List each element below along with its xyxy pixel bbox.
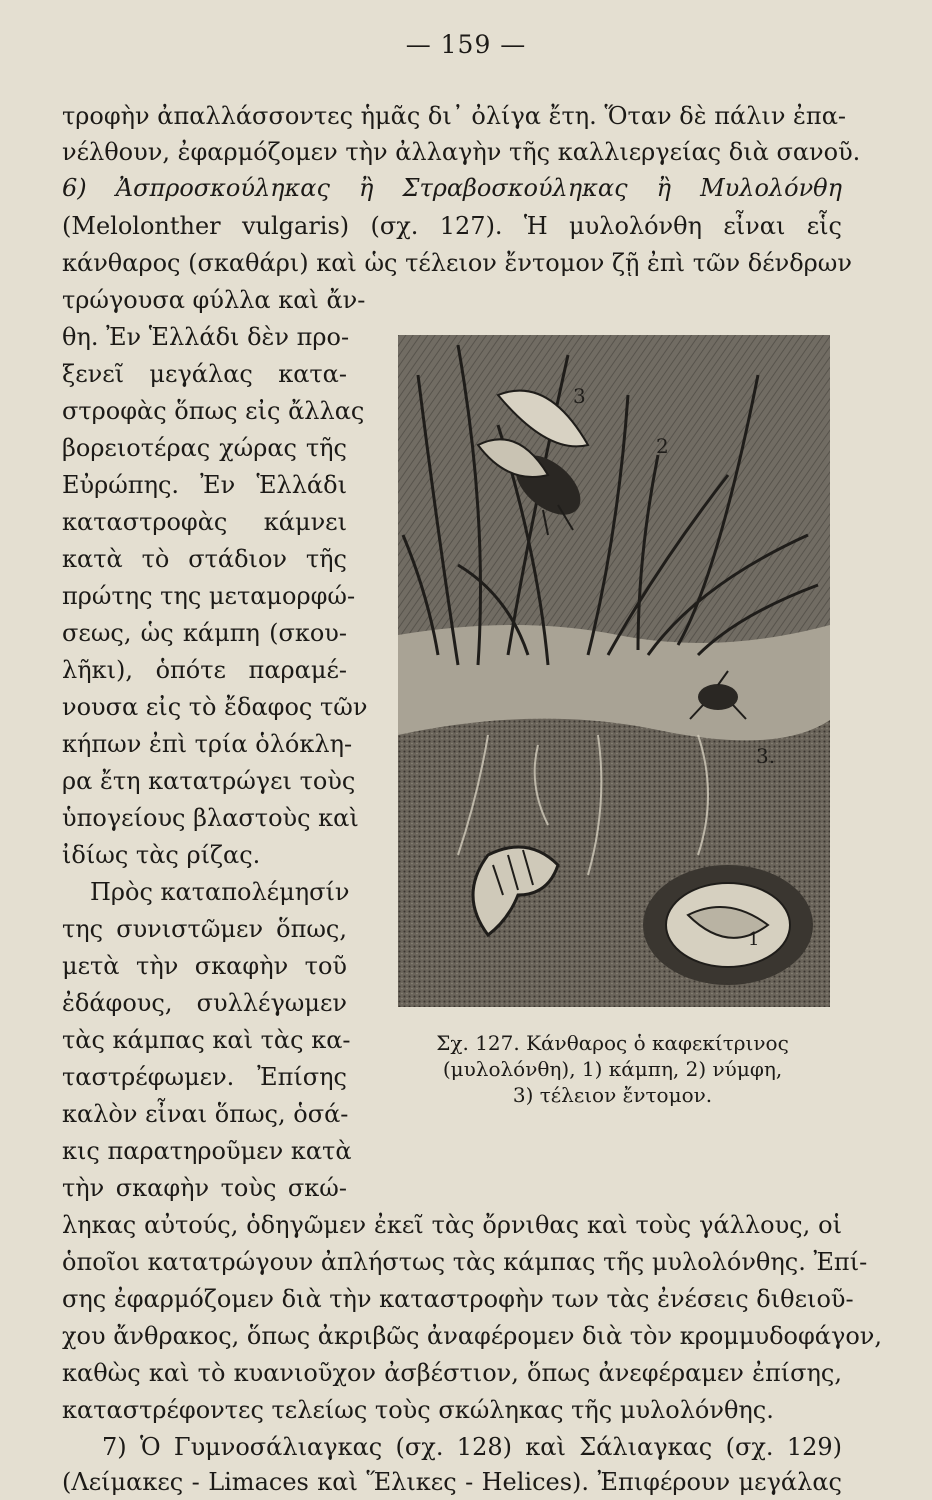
caption-line: Σχ. 127. Κάνθαρος ὁ καφεκίτρινος bbox=[436, 1031, 789, 1055]
text-line: καθὼς καὶ τὸ κυανιοῦχον ἀσβέστιον, ὅπως ἀνεφέραμεν ἐπίσης, bbox=[62, 1359, 842, 1387]
section-heading-7: 7) Ὁ Γυμνοσάλιαγκας (σχ. 128) καὶ Σάλιαγκας (σχ. 129) bbox=[102, 1433, 842, 1461]
text-line: καταστρέφοντες τελείως τοὺς σκώληκας τῆς μυλολόνθης. bbox=[62, 1396, 774, 1424]
caption-line: 3) τέλειον ἔντομον. bbox=[512, 1083, 713, 1107]
figure-label: 1 bbox=[748, 929, 760, 950]
text-line: ἰδίως τὰς ρίζας. bbox=[62, 841, 261, 869]
text-line: ὁποῖοι κατατρώγουν ἀπλήστως τὰς κάμπας τῆς μυλολόνθης. Ἐπί- bbox=[62, 1248, 868, 1276]
text-line: τροφὴν ἀπαλλάσσοντες ἡμᾶς δι᾽ ὀλίγα ἔτη. Ὅταν δὲ πάλιν ἐπα- bbox=[62, 102, 847, 130]
text-line: νουσα εἰς τὸ ἔδαφος τῶν bbox=[62, 693, 368, 721]
figure-127-illustration bbox=[398, 335, 830, 1007]
text-line: ταστρέφωμεν. Ἐπίσης bbox=[62, 1063, 347, 1091]
text-line: πρώτης της μεταμορφώ- bbox=[62, 582, 356, 610]
section-heading-6: 6) Ἀσπροσκούληκας ἢ Στραβοσκούληκας ἢ Μυλολόνθη bbox=[62, 174, 842, 202]
text-line: σεως, ὡς κάμπη (σκου- bbox=[62, 619, 347, 647]
text-line: βορειοτέρας χώρας τῆς bbox=[62, 434, 347, 462]
text-line: ληκας αὐτούς, ὁδηγῶμεν ἐκεῖ τὰς ὄρνιθας καὶ τοὺς γάλλους, οἱ bbox=[62, 1211, 842, 1239]
text-line: κατὰ τὸ στάδιον τῆς bbox=[62, 545, 347, 573]
text-line: νέλθουν, ἐφαρμόζομεν τὴν ἀλλαγὴν τῆς καλλιεργείας διὰ σανοῦ. bbox=[62, 138, 861, 166]
text-line: κις παρατηροῦμεν κατὰ bbox=[62, 1137, 352, 1165]
figure-caption bbox=[410, 1030, 815, 1108]
text-line: λῆκι), ὁπότε παραμέ- bbox=[62, 656, 347, 684]
text-line: τρώγουσα φύλλα καὶ ἄν- bbox=[62, 286, 366, 314]
text-line: ἐδάφους, συλλέγωμεν bbox=[62, 989, 347, 1017]
page-number: — 159 — bbox=[405, 30, 527, 59]
figure-label: 3. bbox=[756, 744, 776, 768]
text-line: τὰς κάμπας καὶ τὰς κα- bbox=[62, 1026, 351, 1054]
text-line: θη. Ἐν Ἑλλάδι δὲν προ- bbox=[62, 323, 350, 351]
pupa-in-cell bbox=[643, 865, 813, 985]
text-line: χου ἄνθρακος, ὅπως ἀκριβῶς ἀναφέρομεν διὰ τὸν κρομμυδοφάγον, bbox=[62, 1322, 882, 1350]
text-line: (Λείμακες - Limaces καὶ Ἕλικες - Helices). Ἐπιφέρουν μεγάλας bbox=[62, 1468, 842, 1496]
text-line: Εὐρώπης. Ἐν Ἑλλάδι bbox=[62, 471, 347, 499]
caption-line: (μυλολόνθη), 1) κάμπη, 2) νύμφη, bbox=[442, 1057, 783, 1081]
text-line: σης ἐφαρμόζομεν διὰ τὴν καταστροφὴν των τὰς ἐνέσεις διθειοῦ- bbox=[62, 1285, 854, 1313]
text-line: της συνιστῶμεν ὅπως, bbox=[62, 915, 347, 943]
cockchafer-engraving bbox=[398, 335, 830, 1007]
text-line: κάνθαρος (σκαθάρι) καὶ ὡς τέλειον ἔντομον ζῇ ἐπὶ τῶν δένδρων bbox=[62, 249, 852, 277]
figure-label: 2 bbox=[656, 434, 669, 458]
text-line: κήπων ἐπὶ τρία ὁλόκλη- bbox=[62, 730, 353, 758]
text-line: καταστροφὰς κάμνει bbox=[62, 508, 347, 536]
text-line: ξενεῖ μεγάλας κατα- bbox=[62, 360, 347, 388]
figure-label: 3 bbox=[573, 384, 586, 408]
paragraph-start: Πρὸς καταπολέμησίν bbox=[90, 878, 350, 906]
text-line: στροφὰς ὅπως εἰς ἄλλας bbox=[62, 397, 365, 425]
text-line: καλὸν εἶναι ὅπως, ὁσά- bbox=[62, 1100, 349, 1128]
text-line: μετὰ τὴν σκαφὴν τοῦ bbox=[62, 952, 347, 980]
text-line: τὴν σκαφὴν τοὺς σκώ- bbox=[62, 1174, 347, 1202]
text-line: ρα ἔτη κατατρώγει τοὺς bbox=[62, 767, 356, 795]
text-line: (Melolonther vulgaris) (σχ. 127). Ἡ μυλολόνθη εἶναι εἷς bbox=[62, 212, 842, 240]
text-line: ὑπογείους βλαστοὺς καὶ bbox=[62, 804, 359, 832]
